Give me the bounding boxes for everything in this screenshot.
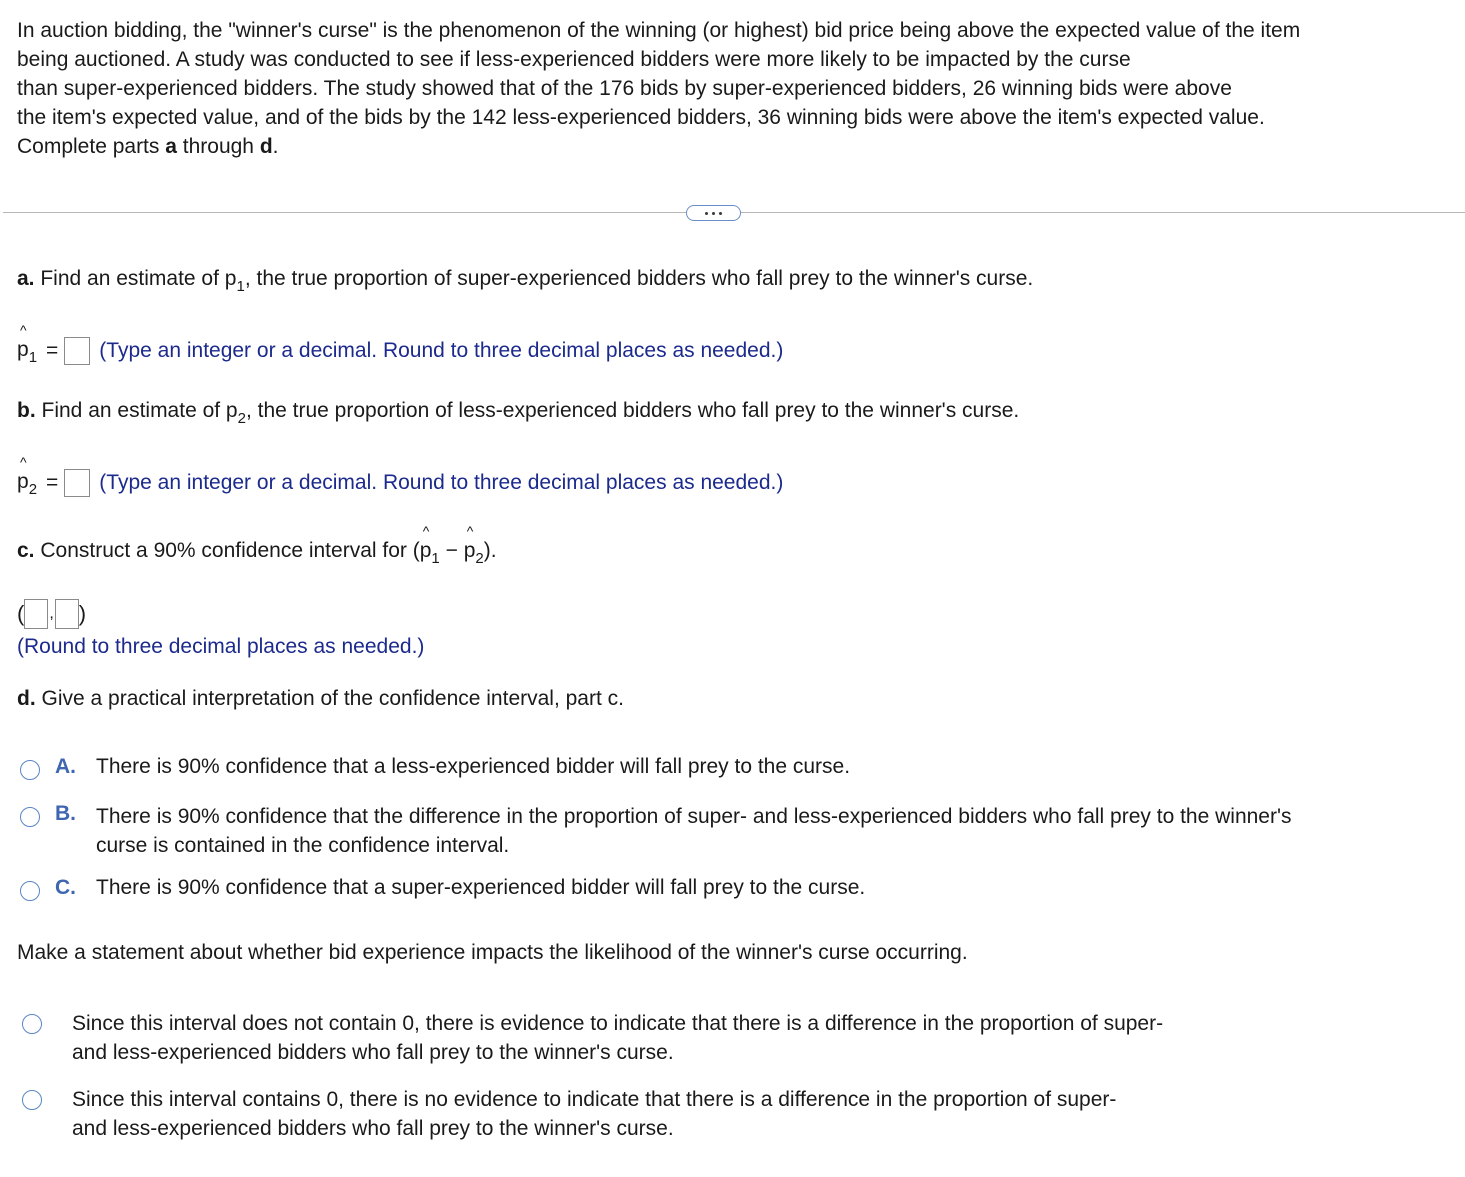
part-b-hint: (Type an integer or a decimal. Round to three decimal places as needed.): [99, 471, 784, 494]
statement-prompt: Make a statement about whether bid experience impacts the likelihood of the winner's curse occurring.: [17, 941, 968, 964]
statement-option-1-text[interactable]: Since this interval does not contain 0, there is evidence to indicate that there is a difference in the proportion of super- and less-experienced bidders who fall prey to the winner's curse.: [72, 1012, 1164, 1064]
option-c-letter: C.: [55, 876, 76, 899]
p2-hat-symbol: ^ $p_2$: [17, 454, 38, 498]
expand-more-button[interactable]: [686, 205, 741, 221]
part-a-answer-row: ^ $p_1$ = (Type an integer or a decimal. Round to three decimal places as needed.): [17, 322, 784, 366]
part-b-question: b. Find an estimate of $p_2$, the true proportion of less-experienced bidders who fall prey to the winner's curse.: [17, 399, 1020, 427]
ellipsis-icon: [705, 212, 708, 215]
option-c-text[interactable]: There is 90% confidence that a super-experienced bidder will fall prey to the curse.: [96, 876, 866, 899]
part-a-hint: (Type an integer or a decimal. Round to three decimal places as needed.): [99, 339, 784, 362]
part-c-question: c. Construct a 90% confidence interval for ( ^ $p_1$ − ^ $p_2$).: [17, 523, 497, 567]
option-b-radio[interactable]: [20, 807, 40, 827]
option-a-radio[interactable]: [20, 760, 40, 780]
option-a-letter: A.: [55, 755, 76, 778]
part-d-question: d. Give a practical interpretation of the confidence interval, part c.: [17, 687, 624, 710]
intro-line-1: In auction bidding, the "winner's curse" is the phenomenon of the winning (or highest) bid price being above the expected value of the item: [17, 19, 1301, 42]
statement-option-1-radio[interactable]: [22, 1014, 42, 1034]
option-b-text[interactable]: There is 90% confidence that the difference in the proportion of super- and less-experienced bidders who fall prey to the winner's curse is contained in the confidence interval.: [96, 805, 1292, 857]
ci-upper-input[interactable]: [55, 599, 79, 629]
option-c-radio[interactable]: [20, 881, 40, 901]
confidence-interval-row: ( , ): [17, 599, 86, 629]
p1-hat-input[interactable]: [64, 337, 90, 365]
statement-option-2-text[interactable]: Since this interval contains 0, there is no evidence to indicate that there is a difference in the proportion of super- and less-experienced bidders who fall prey to the winner's curse.: [72, 1088, 1117, 1140]
option-a-text[interactable]: There is 90% confidence that a less-experienced bidder will fall prey to the curse.: [96, 755, 851, 778]
ci-lower-input[interactable]: [24, 599, 48, 629]
p1-hat-symbol: ^ $p_1$: [17, 322, 38, 366]
p2-hat-input[interactable]: [64, 469, 90, 497]
intro-line-5: Complete parts a through d.: [17, 135, 279, 158]
option-b-letter: B.: [55, 802, 76, 825]
intro-line-4: the item's expected value, and of the bids by the 142 less-experienced bidders, 36 winning bids were above the item's expected value.: [17, 106, 1265, 129]
part-c-hint: (Round to three decimal places as needed.): [17, 635, 425, 658]
part-b-answer-row: ^ $p_2$ = (Type an integer or a decimal. Round to three decimal places as needed.): [17, 454, 784, 498]
part-a-question: a. Find an estimate of $p_1$, the true proportion of super-experienced bidders who fall prey to the winner's curse.: [17, 267, 1034, 295]
problem-statement: [17, 16, 1457, 161]
intro-line-3: than super-experienced bidders. The study showed that of the 176 bids by super-experienced bidders, 26 winning bids were above: [17, 77, 1232, 100]
statement-option-2-radio[interactable]: [22, 1090, 42, 1110]
intro-line-2: being auctioned. A study was conducted to see if less-experienced bidders were more likely to be impacted by the curse: [17, 48, 1131, 71]
